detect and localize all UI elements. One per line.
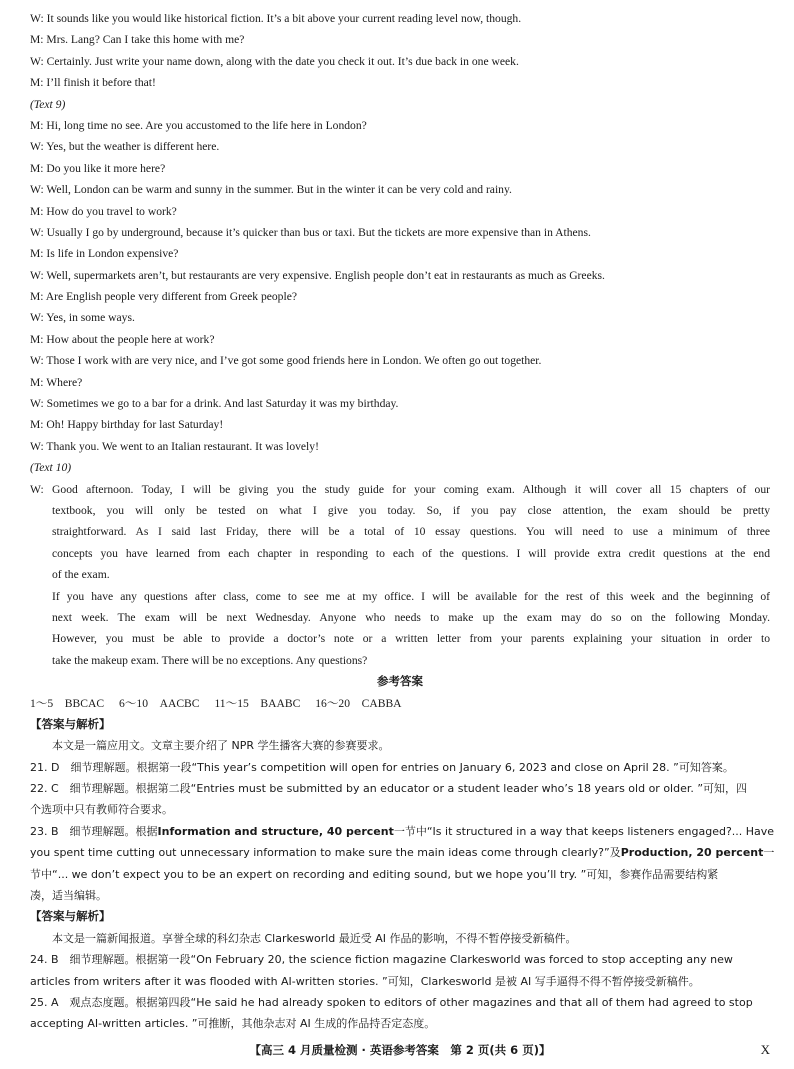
question-24-line: 24. B 细节理解题。根据第一段“On February 20, the science fiction magazine Clarkesworld was forced to stop accepting any new bbox=[30, 953, 733, 967]
dialogue-line: M: Is life in London expensive? bbox=[30, 247, 179, 261]
q23-prefix: 23. B 细节理解题。根据 bbox=[30, 824, 158, 838]
answer-group: 6～10 AACBC bbox=[119, 696, 200, 710]
paragraph-line: However, you must be able to provide a doctor’s note or a written letter from your parents explaining your situation in order to bbox=[52, 632, 770, 646]
question-21: 21. D 细节理解题。根据第一段“This year’s competition will open for entries on January 6, 2023 and close on April 28. ”可知答案。 bbox=[30, 760, 734, 774]
answer-title: 参考答案 bbox=[377, 674, 423, 689]
dialogue-line: W: Yes, but the weather is different here. bbox=[30, 140, 220, 154]
section-intro: 本文是一篇应用文。文章主要介绍了 NPR 学生播客大赛的参赛要求。 bbox=[52, 739, 390, 753]
dialogue-line: W: Well, supermarkets aren’t, but restaurants are very expensive. English people don’t eat in restaurants as much as Greeks. bbox=[30, 268, 605, 282]
dialogue-line: W: It sounds like you would like historical fiction. It’s a bit above your current reading level now, though. bbox=[30, 12, 522, 25]
q23-section-name: Information and structure, 40 percent bbox=[157, 824, 394, 838]
document-page bbox=[30, 8, 775, 1035]
answer-group: 16～20 CABBA bbox=[315, 696, 402, 710]
text10-paragraph-1 bbox=[30, 479, 770, 586]
answer-group: 11～15 BAABC bbox=[214, 696, 301, 710]
dialogue-line: M: How do you travel to work? bbox=[30, 204, 177, 218]
question-23-line bbox=[30, 821, 775, 842]
footer-text: 【高三 4 月质量检测 · 英语参考答案 第 2 页(共 6 页)】 bbox=[249, 1043, 551, 1057]
paragraph-line: textbook, you will only be tested on what I give you today. So, if you pay close attention, the exam should be pretty bbox=[52, 503, 770, 517]
dialogue-line: M: I’ll finish it before that! bbox=[30, 76, 156, 90]
question-25-line: 25. A 观点态度题。根据第四段“He said he had already spoken to editors of other magazines and that all of them had agreed to stop bbox=[30, 995, 753, 1009]
q23-text: 一 bbox=[763, 846, 775, 860]
section-heading: 【答案与解析】 bbox=[30, 716, 111, 731]
dialogue-line: M: How about the people here at work? bbox=[30, 332, 215, 346]
q23-section-name: Production, 20 percent bbox=[620, 846, 764, 860]
answer-group: 1～5 BBCAC bbox=[30, 696, 105, 710]
question-23-line bbox=[30, 842, 775, 863]
text10-paragraph-2 bbox=[30, 586, 770, 672]
dialogue-line: M: Are English people very different from Greek people? bbox=[30, 290, 297, 304]
page-footer bbox=[30, 1040, 770, 1060]
paragraph-line: If you have any questions after class, come to see me at my office. I will be available for the rest of this week and the beginning of bbox=[52, 589, 770, 603]
dialogue-line: W: Sometimes we go to a bar for a drink. And last Saturday it was my birthday. bbox=[30, 397, 399, 411]
text9-label: (Text 9) bbox=[30, 97, 66, 111]
question-23-line: 凑，适当编辑。 bbox=[30, 889, 107, 903]
footer-mark: X bbox=[760, 1042, 770, 1057]
dialogue-line: W: Usually I go by underground, because it’s quicker than bus or taxi. But the tickets are more expensive than in Athens. bbox=[30, 225, 591, 239]
dialogue-line: W: Thank you. We went to an Italian restaurant. It was lovely! bbox=[30, 439, 319, 453]
q23-quote: 一节中“Is it structured in a way that keeps listeners engaged?... Have bbox=[393, 824, 775, 838]
paragraph-line: take the makeup exam. There will be no exceptions. Any questions? bbox=[52, 653, 368, 667]
dialogue-line: M: Oh! Happy birthday for last Saturday! bbox=[30, 418, 224, 432]
paragraph-line: of the exam. bbox=[52, 568, 110, 582]
dialogue-line: M: Do you like it more here? bbox=[30, 161, 166, 175]
paragraph-line: W: Good afternoon. Today, I will be giving you the study guide for your coming exam. Although it will cover all 15 chapters of our bbox=[30, 482, 770, 496]
q23-quote: you spent time cutting out unnecessary information to make sure the main ideas come through clearly?”及 bbox=[30, 846, 621, 860]
dialogue-line: W: Certainly. Just write your name down, along with the date you check it out. It’s due back in one week. bbox=[30, 54, 519, 68]
text8-end bbox=[30, 8, 770, 94]
question-22-line: 个选项中只有教师符合要求。 bbox=[30, 803, 173, 817]
section-intro: 本文是一篇新闻报道。享誉全球的科幻杂志 Clarkesworld 最近受 AI 作品的影响，不得不暂停接受新稿件。 bbox=[52, 931, 577, 945]
paragraph-line: straightforward. As I said last Friday, there will be a total of 10 essay questions. You will need to use a minimum of three bbox=[52, 525, 770, 539]
paragraph-line: concepts you have learned from each chapter in responding to each of the questions. I will provide extra credit questions at the end bbox=[52, 546, 770, 560]
text10-label: (Text 10) bbox=[30, 461, 72, 475]
dialogue-line: M: Where? bbox=[30, 375, 83, 389]
answer-key bbox=[30, 693, 770, 714]
text9-dialogue bbox=[30, 115, 770, 457]
question-23-line: 节中“... we don’t expect you to be an expert on recording and editing sound, but we hope you’ll try. ”可知，参赛作品需要结构紧 bbox=[30, 867, 719, 881]
question-25-line: accepting AI-written articles. ”可推断，其他杂志对 AI 生成的作品持否定态度。 bbox=[30, 1017, 436, 1031]
dialogue-line: W: Yes, in some ways. bbox=[30, 311, 135, 325]
dialogue-line: M: Hi, long time no see. Are you accustomed to the life here in London? bbox=[30, 118, 367, 132]
dialogue-line: M: Mrs. Lang? Can I take this home with me? bbox=[30, 33, 245, 47]
question-24-line: articles from writers after it was flooded with AI-written stories. ”可知，Clarkesworld 是被 AI 写手逼得不得不暂停接受新稿件。 bbox=[30, 974, 700, 988]
question-22-line: 22. C 细节理解题。根据第二段“Entries must be submitted by an educator or a student leader who’s 18 years old or older. ”可知，四 bbox=[30, 782, 748, 796]
section-heading: 【答案与解析】 bbox=[30, 909, 111, 924]
dialogue-line: W: Those I work with are very nice, and I’ve got some good friends here in London. We often go out together. bbox=[30, 354, 542, 368]
dialogue-line: W: Well, London can be warm and sunny in the summer. But in the winter it can be very cold and rainy. bbox=[30, 183, 512, 197]
paragraph-line: next week. The exam will be next Wednesday. Anyone who needs to make up the exam may do so on the following Monday. bbox=[52, 610, 770, 624]
